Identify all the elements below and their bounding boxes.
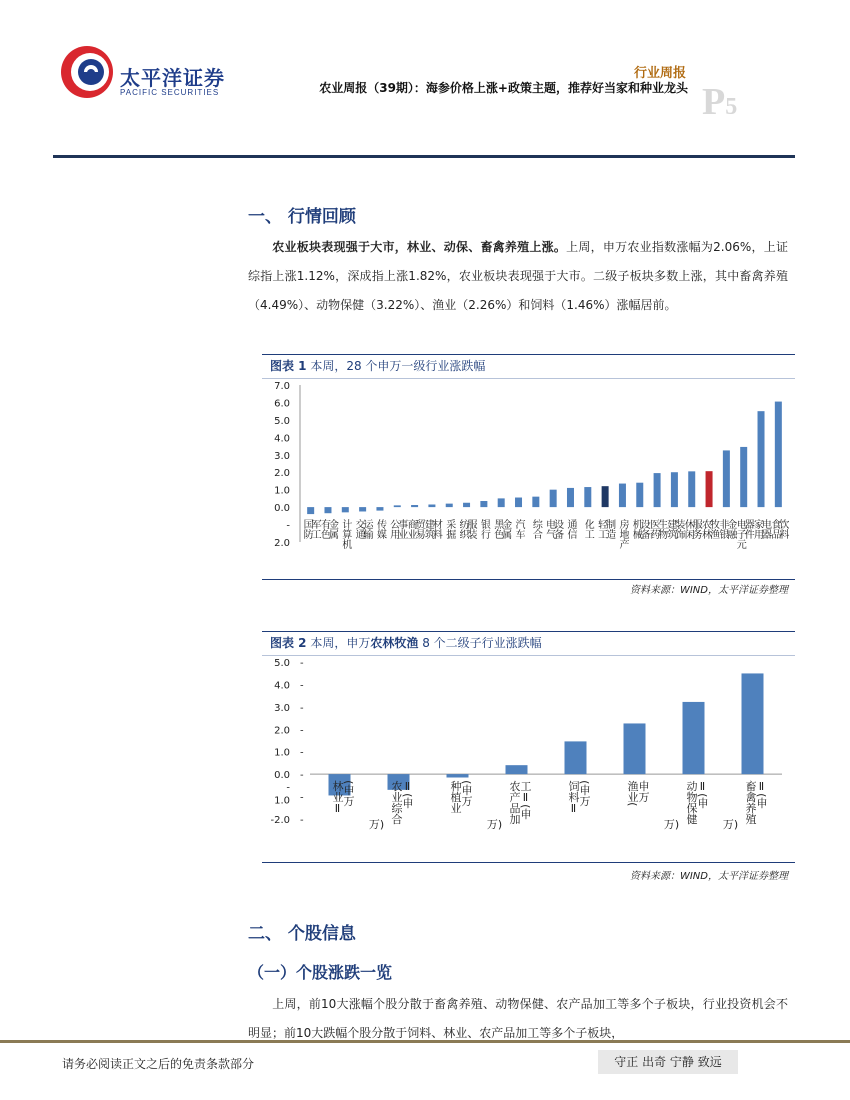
x-tick-label: 有色 xyxy=(318,519,330,540)
x-tick-label: 传媒 xyxy=(374,519,386,540)
x-tick-label: 器件 xyxy=(742,519,754,540)
bar-通信 xyxy=(567,488,574,507)
bar-休闲服务 xyxy=(688,471,695,507)
figure-1-caption: 本周，28 个申万一级行业涨跌幅 xyxy=(306,359,486,373)
bar-电子元器件 xyxy=(740,447,747,507)
y-tick-label: 6.0 xyxy=(274,398,290,410)
figure-1-title xyxy=(262,355,795,379)
x-tick-label: 装饰 xyxy=(672,519,684,540)
x-tick-label: 房地产 xyxy=(616,519,628,550)
bar-交通运输 xyxy=(359,507,366,511)
bar-渔业(申万) xyxy=(624,723,646,774)
x-tick-label: 农业综合 xyxy=(390,780,403,825)
figure-2-source: 资料来源：WIND，太平洋证券整理 xyxy=(629,871,788,882)
bar-纺织服装 xyxy=(463,503,470,507)
section-heading-stock-info: 二、 个股信息 xyxy=(248,924,356,944)
x-tick-label: 纺织 xyxy=(457,519,469,540)
bar-饲料Ⅱ(申万) xyxy=(565,741,587,774)
subsection-heading-stock-moves: （一）个股涨跌一览 xyxy=(248,963,393,982)
y-tick-label: 4.0 xyxy=(274,433,290,445)
company-name-cn: 太平洋证券 xyxy=(120,66,225,90)
y-tick-mark: - xyxy=(300,747,304,759)
x-tick-label: 公用 xyxy=(387,519,399,540)
x-tick-label: 运输 xyxy=(361,519,373,540)
x-tick-label-tail: 万) xyxy=(486,818,503,832)
x-tick-label: 贸易 xyxy=(413,519,425,540)
x-tick-label: 金融 xyxy=(724,519,736,540)
market-review-paragraph xyxy=(248,233,788,320)
bar-计算机 xyxy=(342,507,349,512)
x-tick-label: 食品 xyxy=(768,519,780,540)
bar-建筑材料 xyxy=(428,504,435,507)
bar-公用事业 xyxy=(394,505,401,507)
x-tick-label: 设备 xyxy=(551,519,563,540)
y-tick-label: 0.0 xyxy=(274,503,290,515)
market-review-body: 上周，申万农业指数涨幅为2.06%，上证综指上涨1.12%，深成指上涨1.82%，农业板块表现强于大市。二级子板块多数上涨，其中畜禽养殖（4.49%）、动物保健（3.22%）、渔业（2.26%）和饲料（1.46%）涨幅居前。 xyxy=(248,240,788,312)
x-tick-label: (申万 xyxy=(578,780,591,807)
x-tick-label: 生物 xyxy=(655,519,667,540)
figure-1-source: 资料来源：WIND，太平洋证券整理 xyxy=(629,585,788,596)
x-tick-label: Ⅱ(申 xyxy=(755,780,768,809)
x-tick-label: 农林 xyxy=(699,519,711,540)
x-tick-label: 渔业( xyxy=(626,780,639,807)
figure-1-number: 图表 1 xyxy=(270,359,307,373)
x-tick-label: 动物保健 xyxy=(685,780,698,825)
bar-国防军工 xyxy=(307,507,314,514)
bar-农产品加工Ⅱ(申万) xyxy=(506,765,528,774)
y-tick-label: 3.0 xyxy=(274,450,290,462)
footer-disclaimer: 请务必阅读正文之后的免责条款部分 xyxy=(62,1057,255,1071)
page-digit: 5 xyxy=(725,94,738,120)
bar-非银金融 xyxy=(723,450,730,507)
bar-食品饮料 xyxy=(775,402,782,508)
x-tick-label: 金属 xyxy=(326,519,338,540)
bar-建筑装饰 xyxy=(671,472,678,507)
x-tick-label: 电器 xyxy=(759,519,771,540)
market-review-lead: 农业板块表现强于大市，林业、动保、畜禽养殖上涨。 xyxy=(272,240,567,254)
x-tick-label: 材料 xyxy=(430,519,442,540)
x-tick-label: 轻工 xyxy=(595,519,607,540)
x-tick-label: 服装 xyxy=(465,519,477,540)
x-tick-label: 金属 xyxy=(499,519,511,540)
x-tick-label: 事业 xyxy=(395,519,407,540)
x-tick-label: 军工 xyxy=(309,519,321,540)
pacific-securities-logo-icon xyxy=(60,45,114,99)
section-heading-market-review: 一、 行情回顾 xyxy=(248,207,356,227)
x-tick-label: 医药 xyxy=(647,519,659,540)
x-tick-label: 汽车 xyxy=(513,519,525,540)
x-tick-label: Ⅱ(申 xyxy=(696,780,709,809)
y-tick-label: - xyxy=(286,782,290,794)
x-tick-label: 申万 xyxy=(637,780,650,803)
bar-农林牧渔 xyxy=(706,471,713,507)
report-type: 行业周报 xyxy=(633,66,686,81)
bar-综合 xyxy=(532,497,539,507)
bar-银行 xyxy=(480,501,487,507)
x-tick-label: 电子元 xyxy=(734,519,746,550)
x-tick-label: 建筑 xyxy=(422,519,434,540)
x-tick-label: 畜禽养殖 xyxy=(744,780,757,825)
x-tick-label: 商业 xyxy=(405,519,417,540)
stock-moves-paragraph xyxy=(248,990,788,1040)
x-tick-label: 工Ⅱ(申 xyxy=(519,780,532,820)
report-title: 农业周报（39期）：海参价格上涨+政策主题，推荐好当家和种业龙头 xyxy=(319,81,688,95)
footer-divider xyxy=(0,1040,850,1043)
bar-家用电器 xyxy=(758,411,765,507)
x-tick-label: 国防 xyxy=(301,519,313,540)
x-tick-label: 机械 xyxy=(630,519,642,540)
y-tick-label: - xyxy=(286,520,290,532)
x-tick-label: 电气 xyxy=(543,519,555,540)
bar-采掘 xyxy=(446,504,453,507)
y-tick-mark: - xyxy=(300,680,304,692)
x-tick-label: (申万 xyxy=(342,780,355,807)
bar-化工 xyxy=(584,487,591,507)
y-tick-label: 1.0 xyxy=(274,747,290,759)
x-tick-label-tail: 万) xyxy=(368,818,385,832)
bar-有色金属 xyxy=(324,507,331,513)
y-tick-label: 2.0 xyxy=(274,538,290,549)
bar-种植业(申万) xyxy=(447,774,469,777)
x-tick-label: 设备 xyxy=(638,519,650,540)
x-tick-label: 牧渔 xyxy=(707,519,719,540)
y-tick-mark: - xyxy=(300,815,304,826)
x-tick-label: 非银 xyxy=(716,519,728,540)
page-letter: P xyxy=(702,81,726,123)
x-tick-label: 银行 xyxy=(478,519,490,540)
company-name-en: PACIFIC SECURITIES xyxy=(120,88,220,97)
bar-商业贸易 xyxy=(411,505,418,507)
x-tick-label: 化工 xyxy=(582,519,594,540)
x-tick-label: 建筑 xyxy=(664,519,676,540)
page-number xyxy=(702,83,737,121)
y-tick-label: 2.0 xyxy=(274,468,290,480)
figure-1 xyxy=(262,354,795,580)
x-tick-label: 计算机 xyxy=(339,519,351,550)
figure-2-caption-b: 8 个二级子行业涨跌幅 xyxy=(418,636,542,650)
header-divider xyxy=(53,155,795,158)
bar-动物保健Ⅱ(申万) xyxy=(683,702,705,774)
footer-motto: 守正 出奇 宁静 致远 xyxy=(598,1050,738,1074)
x-tick-label: 交通 xyxy=(353,519,365,540)
y-tick-mark: - xyxy=(300,702,304,714)
bar-黑色金属 xyxy=(498,498,505,507)
bar-机械设备 xyxy=(636,483,643,507)
bar-轻工制造 xyxy=(602,486,609,507)
y-tick-label: 5.0 xyxy=(274,415,290,427)
y-tick-label: 7.0 xyxy=(274,381,290,392)
x-tick-label: 农产品加 xyxy=(508,780,521,825)
figure-2-caption-a: 本周，申万 xyxy=(306,636,371,650)
bar-医药生物 xyxy=(654,473,661,507)
y-tick-mark: - xyxy=(300,658,304,669)
x-tick-label: 种植业 xyxy=(449,780,462,814)
y-tick-mark: - xyxy=(300,725,304,737)
y-tick-label: 0.0 xyxy=(274,770,290,782)
x-tick-label: 服务 xyxy=(690,519,702,540)
x-tick-label: 家用 xyxy=(751,519,763,540)
x-tick-label: 休闲 xyxy=(682,519,694,540)
stock-moves-body: 上周，前10大涨幅个股分散于畜禽养殖、动物保健、农产品加工等多个子板块，行业投资机会不明显；前10大跌幅个股分散于饲料、林业、农产品加工等多个子板块， xyxy=(248,997,788,1040)
y-tick-label: 1.0 xyxy=(274,485,290,497)
x-tick-label: Ⅱ(申 xyxy=(401,780,414,809)
figure-2-bar-chart xyxy=(262,656,795,862)
bar-畜禽养殖Ⅱ(申万) xyxy=(742,673,764,774)
y-tick-mark: - xyxy=(300,792,304,804)
figure-2-number: 图表 2 xyxy=(270,636,307,650)
figure-1-bar-chart xyxy=(262,379,795,579)
y-tick-label: 1.0 xyxy=(274,795,290,807)
y-tick-label: 3.0 xyxy=(274,702,290,714)
bar-房地产 xyxy=(619,484,626,508)
x-tick-label-tail: 万) xyxy=(722,818,739,832)
figure-2-caption-bold: 农林牧渔 xyxy=(370,636,419,650)
x-tick-label: 林业Ⅱ xyxy=(331,780,344,816)
bar-汽车 xyxy=(515,498,522,508)
x-tick-label: 饲料Ⅱ xyxy=(567,780,580,816)
bar-传媒 xyxy=(376,507,383,510)
y-tick-label: 5.0 xyxy=(274,658,290,669)
y-tick-label: 2.0 xyxy=(274,725,290,737)
x-tick-label: 饮料 xyxy=(776,519,788,540)
y-tick-mark: - xyxy=(300,770,304,782)
x-tick-label: 制造 xyxy=(603,519,615,540)
x-tick-label: (申万 xyxy=(460,780,473,807)
y-tick-label: 4.0 xyxy=(274,680,290,692)
x-tick-label: 通信 xyxy=(564,519,576,540)
x-tick-label: 综合 xyxy=(530,519,542,540)
x-tick-label: 采掘 xyxy=(443,519,455,540)
x-tick-label-tail: 万) xyxy=(663,818,680,832)
y-tick-label: -2.0 xyxy=(270,815,290,826)
x-tick-label: 黑色 xyxy=(491,519,503,540)
figure-2 xyxy=(262,631,795,863)
figure-2-title xyxy=(262,632,795,656)
bar-电气设备 xyxy=(550,490,557,507)
